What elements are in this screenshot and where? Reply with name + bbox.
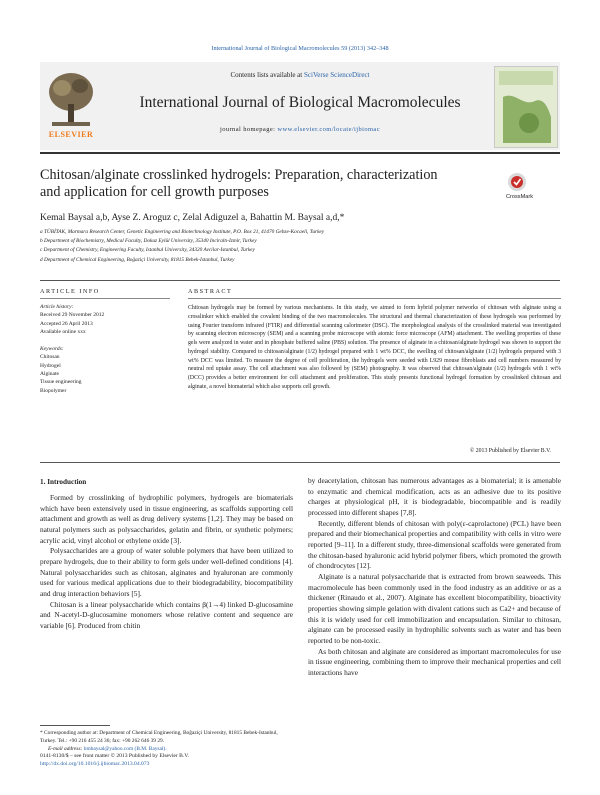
issn-doi-block bbox=[40, 752, 293, 768]
article-title: Chitosan/alginate crosslinked hydrogels: Preparation, characterization and application for cell growth purposes bbox=[40, 167, 438, 200]
body-paragraph: by deacetylation, chitosan has numerous advantages as a biomaterial; it is amenable to enzymatic and chemical modification, acts as an adhesive due to its positive charges at physiological pH, it is biodegradable, biocompatible and is readily processed into different shapes [7,8]. bbox=[308, 476, 561, 517]
affiliations bbox=[40, 228, 560, 265]
body-paragraph: Formed by crosslinking of hydrophilic polymers, hydrogels are biomaterials which have been extensively used in tissue engineering, as scaffolds supporting cell attachment and growth as well as drug delivery systems [1,2]. They may be based on natural polymers such as polysaccharides, gelatin and fibrin, or synthetic polymers; acrylic acid, vinyl alcohol or ethylene oxide [3]. bbox=[40, 493, 293, 545]
affiliation-item: c Department of Chemistry, Engineering Faculty, Istanbul University, 34320 Avcilar-Istanbul, Turkey bbox=[40, 247, 255, 254]
body-column-right bbox=[308, 476, 561, 678]
body-paragraph: Recently, different blends of chitosan with poly(ε-caprolactone) (PCL) have been prepared and their biomechanical properties and compatibility with cells in vitro were reported [9–11]. In a different study, three-dimensional scaffolds were generated from the chitosan-based hyaluronic acid hybrid polymer fibers, which promoted the growth of chondrocytes [12]. bbox=[308, 518, 561, 571]
history-label: Article history: bbox=[40, 304, 74, 310]
history-item: Available online xxx bbox=[40, 328, 86, 335]
body-paragraph: As both chitosan and alginate are considered as important macromolecules for use in tissue engineering, combining them to improve their mechanical properties and cell interactions have bbox=[308, 646, 561, 677]
footnote-text: * Corresponding author at: Department of Chemical Engineering, Boğaziçi University, 81815 Bebek-Istanbul, Turkey. Tel.: +90 216 455 24 36; fax: +90 262 646 39 29. bbox=[40, 730, 278, 745]
elsevier-wordmark: ELSEVIER bbox=[48, 130, 94, 139]
keyword-item: Biopolymer bbox=[40, 387, 67, 394]
body-paragraph: Polysaccharides are a group of water soluble polymers that have been utilized to prepare hydrogels, due to their ability to form gels under well-defined conditions [4]. Natural polysaccharides such as chitosan, alginates and hyaluronan are commonly used for various medical applications due to their biodegradability, biocompatibility and drug interaction behaviors [5]. bbox=[40, 546, 293, 598]
abstract-text: Chitosan hydrogels may be formed by various mechanisms. In this study, we aimed to form hybrid polymer networks of chitosan with alginate using a crosslinker which enabled the covalent binding of the two macromolecules. The structural and thermal characterization of these hydrogels was performed by using Fourier transform infrared (FTIR) and differential scanning calorimeter (DSC). The morphological analysis of the crosslinked material was investigated by scanning electron microscopy (SEM) and a scanning probe microscope with atomic force microscope (AFM) attachment. The swelling properties of these gels were analyzed in water and in phosphate buffered saline (PBS) solution. The presence of alginate in a chitosan/alginate hydrogel was shown to support the hydrogel stability. Compared to chitosan/alginate (1/2) hydrogel prepared with 1 wt% DCC, the swelling of chitosan/alginate (1/2) hydrogels prepared with 3 wt% DCC was limited. To measure the degree of cell proliferation, the hydrogels were seeded with L929 mouse fibroblasts and cell numbers measured by neutral red uptake assay. The cell attachment was also followed by (SEM) photography. It was observed that chitosan/alginate (1/2) hydrogels with 1 wt% (DCC) provides a better environment for cell attachment and proliferation. This study presents functional hydrogel formation by crosslinked chitosan and alginate, a novel biomaterial which also supports cell growth. bbox=[188, 305, 561, 390]
keyword-item: Hydrogel bbox=[40, 362, 61, 369]
journal-reference[interactable]: International Journal of Biological Macromolecules 59 (2013) 342–348 bbox=[211, 45, 389, 52]
email-label: E-mail address: bbox=[48, 746, 83, 753]
history-item: Received 29 November 2012 bbox=[40, 312, 105, 319]
history-item: Accepted 26 April 2013 bbox=[40, 320, 93, 327]
email-link[interactable]: bmbaysal@yahoo.com (B.M. Baysal). bbox=[83, 746, 167, 753]
body-paragraph: Alginate is a natural polysaccharide that is extracted from brown seaweeds. This macromolecule has been commonly used in the food industry as an additive or as a thickener (Rinaudo et al., 2007). Alginate has excellent biocompatibility, bioactivity properties showing simple gelation with divalent cations such as Ca2+ and because of this it is widely used for cell immobilization and encapsulation. Similar to chitosan, alginate can be processed easily in hydrophilic solvents such as water and has been reported to be non-toxic. bbox=[308, 571, 561, 645]
keyword-item: Chitosan bbox=[40, 354, 60, 361]
journal-cover-image bbox=[494, 66, 558, 148]
keyword-item: Alginate bbox=[40, 371, 59, 378]
journal-title: International Journal of Biological Macromolecules bbox=[139, 94, 461, 111]
homepage-prefix: journal homepage: bbox=[219, 126, 278, 133]
issn-line: 0141-8130/$ – see front matter © 2013 Published by Elsevier B.V. bbox=[40, 753, 189, 759]
section-rule bbox=[40, 462, 560, 463]
abstract-heading: ABSTRACT bbox=[188, 288, 233, 295]
footnote-rule bbox=[40, 725, 110, 726]
abstract-rule bbox=[188, 298, 561, 299]
affiliation-item: a TÜBİTAK, Marmara Research Center, Genetic Engineering and Biotechnology Institute, P.O. Box 21, 41470 Gebze-Kocaeli, Turkey bbox=[40, 229, 325, 235]
affiliation-item: d Department of Chemical Engineering, Boğaziçi University, 81815 Bebek-Istanbul, Turkey bbox=[40, 256, 235, 263]
corresponding-author-footnote bbox=[40, 729, 293, 754]
doi-link[interactable]: http://dx.doi.org/10.1016/j.ijbiomac.2013.04.073 bbox=[40, 761, 150, 767]
homepage-link[interactable]: www.elsevier.com/locate/ijbiomac bbox=[277, 126, 381, 133]
sciencedirect-link[interactable]: SciVerse ScienceDirect bbox=[304, 71, 370, 79]
author-list: Kemal Baysal a,b, Ayse Z. Aroguz c, Zelal Adiguzel a, Bahattin M. Baysal a,d,* bbox=[40, 213, 345, 223]
crossmark-icon[interactable] bbox=[507, 172, 527, 192]
abstract-copyright: © 2013 Published by Elsevier B.V. bbox=[469, 448, 551, 454]
article-info-heading: ARTICLE INFO bbox=[40, 288, 100, 295]
crossmark-label[interactable]: CrossMark bbox=[505, 194, 534, 200]
body-paragraph: Chitosan is a linear polysaccharide which contains β(1→4) linked D-glucosamine and N-acetyl-D-glucosamine monomers whose relative content and sequence are variable [6]. Produced from chitin bbox=[40, 599, 293, 630]
keywords-label: Keywords: bbox=[40, 346, 64, 353]
header-rule bbox=[40, 152, 560, 154]
keyword-item: Tissue engineering bbox=[40, 379, 82, 386]
introduction-heading: 1. Introduction bbox=[40, 478, 87, 486]
article-info bbox=[40, 303, 170, 395]
affiliation-item: b Department of Biochemistry, Medical Faculty, Dokuz Eylül University, 35340 Inciraltı-Izmir, Turkey bbox=[40, 238, 257, 245]
section-rule bbox=[40, 280, 560, 281]
contents-prefix: Contents lists available at bbox=[230, 71, 304, 79]
article-info-rule bbox=[40, 298, 170, 299]
body-column-left bbox=[40, 493, 293, 632]
